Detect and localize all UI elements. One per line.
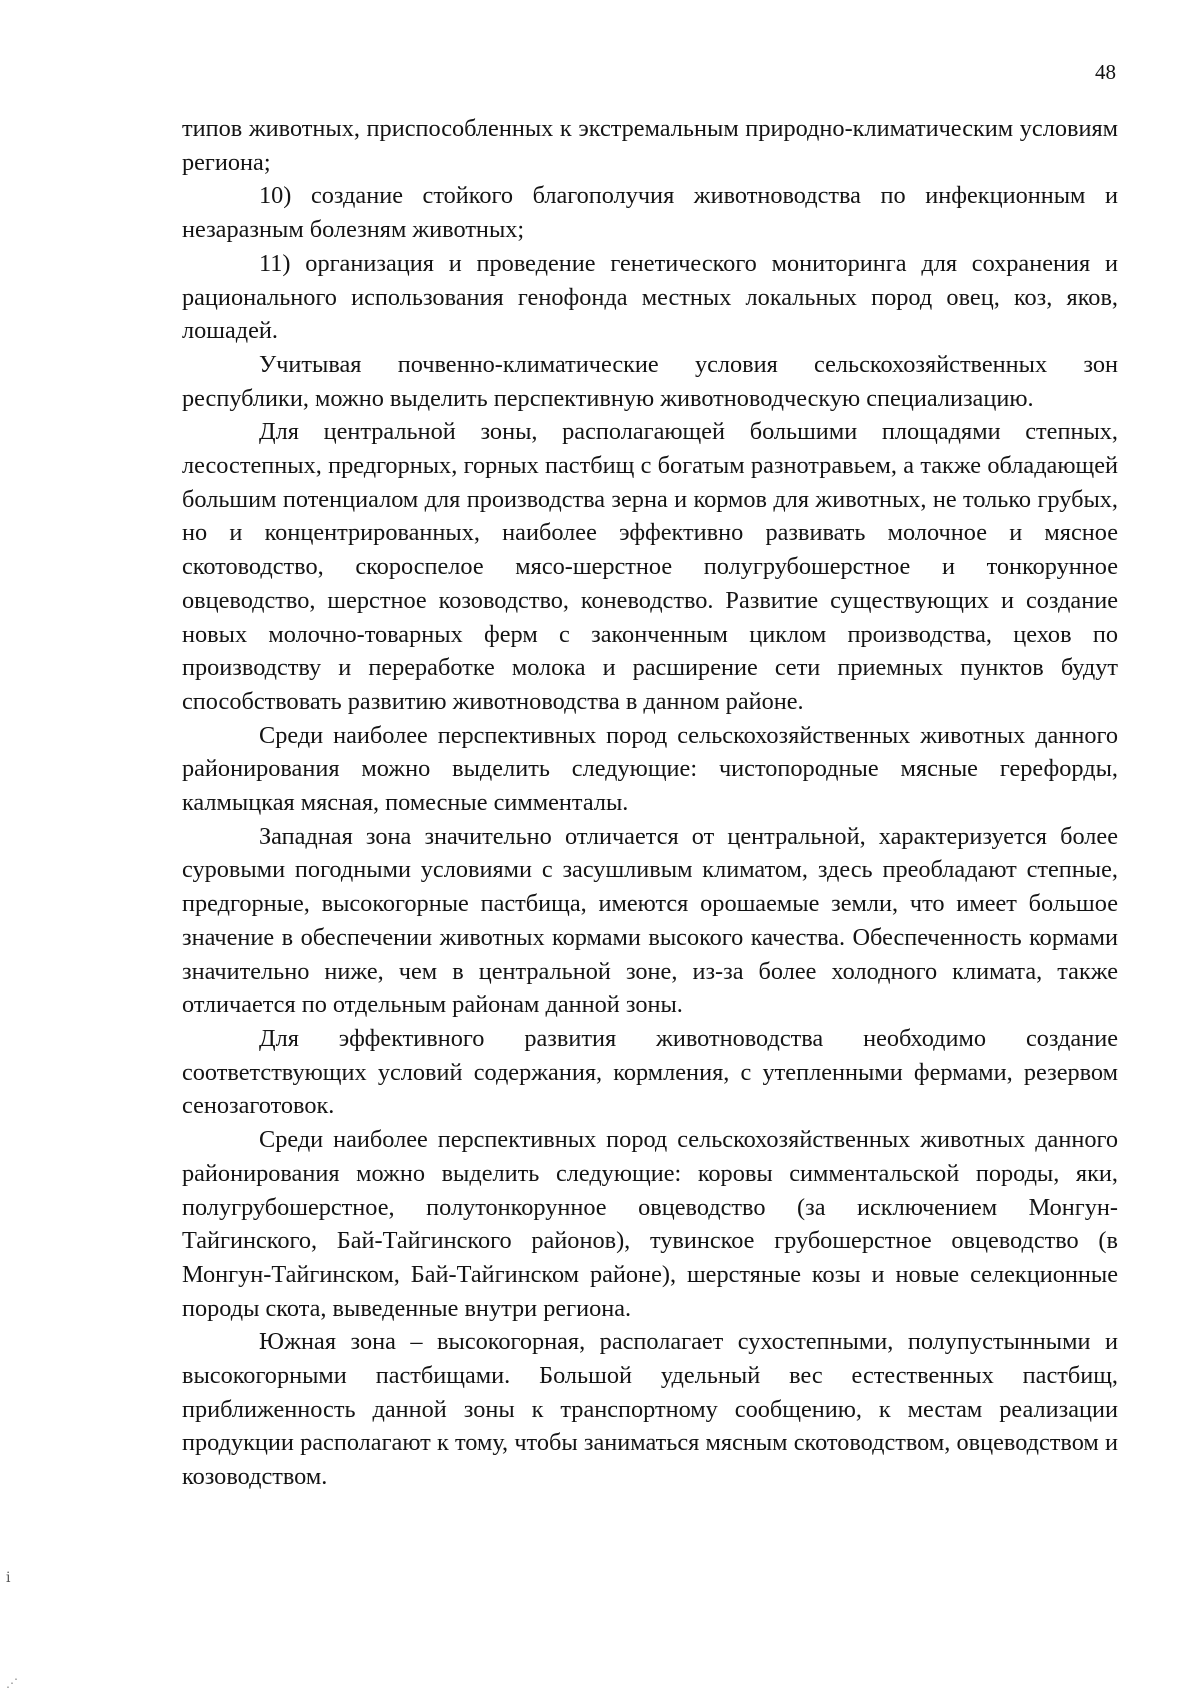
document-body [182,112,1118,1494]
paragraph: Западная зона значительно отличается от центральной, характеризуется более суровыми погодными условиями с засушливым климатом, здесь преобладают степные, предгорные, высокогорные пастбища, имеются орошаемые земли, что имеет большое значение в обеспечении животных кормами высокого качества. Обеспеченность кормами значительно ниже, чем в центральной зоне, из-за более холодного климата, также отличается по отдельным районам данной зоны. [182,822,1118,1019]
scan-artifact-mark: ⋰ [6,1676,18,1690]
paragraph: Южная зона – высокогорная, располагает сухостепными, полупустынными и высокогорными пастбищами. Большой удельный вес естественных пастбищ, приближенность данной зоны к транспортному сообщению, к местам реализации продукции располагают к тому, чтобы заниматься мясным скотоводством, овцеводством и козоводством. [182,1328,1118,1491]
paragraph: Учитывая почвенно-климатические условия сельскохозяйственных зон республики, можно выделить перспективную животноводческую специализацию. [182,350,1118,412]
scan-artifact-mark: ⅰ [6,1571,11,1586]
paragraph: Для эффективного развития животноводства необходимо создание соответствующих условий содержания, кормления, с утепленными фермами, резервом сенозаготовок. [182,1024,1118,1120]
paragraph: Среди наиболее перспективных пород сельскохозяйственных животных данного районирования можно выделить следующие: коровы симментальской породы, яки, полугрубошерстное, полутонкорунное овцеводство (за исключением Монгун-Тайгинского, Бай-Тайгинского районов), тувинское грубошерстное овцеводство (в Монгун-Тайгинском, Бай-Тайгинском районе), шерстяные козы и новые селекционные породы скота, выведенные внутри региона. [182,1126,1118,1322]
page-number: 48 [1095,60,1116,84]
paragraph: типов животных, приспособленных к экстремальным природно-климатическим условиям региона; [182,115,1118,176]
paragraph: Для центральной зоны, располагающей большими площадями степных, лесостепных, предгорных, горных пастбищ с богатым разнотравьем, а также обладающей большим потенциалом для производства зерна и кормов для животных, не только грубых, но и концентрированных, наиболее эффективно развивать молочное и мясное скотоводство, скороспелое мясо-шерстное полугрубошерстное и тонкорунное овцеводство, шерстное козоводство, коневодство. Развитие существующих и создание новых молочно-товарных ферм с законченным циклом производства, цехов по производству и переработке молока и расширение сети приемных пунктов будут способствовать развитию животноводства в данном районе. [182,418,1118,715]
paragraph: 11) организация и проведение генетического мониторинга для сохранения и рационального использования генофонда местных локальных пород овец, коз, яков, лошадей. [182,249,1118,345]
paragraph: 10) создание стойкого благополучия животноводства по инфекционным и незаразным болезням животных; [182,182,1118,244]
paragraph: Среди наиболее перспективных пород сельскохозяйственных животных данного районирования можно выделить следующие: чистопородные мясные герефорды, калмыцкая мясная, помесные симменталы. [182,721,1118,817]
